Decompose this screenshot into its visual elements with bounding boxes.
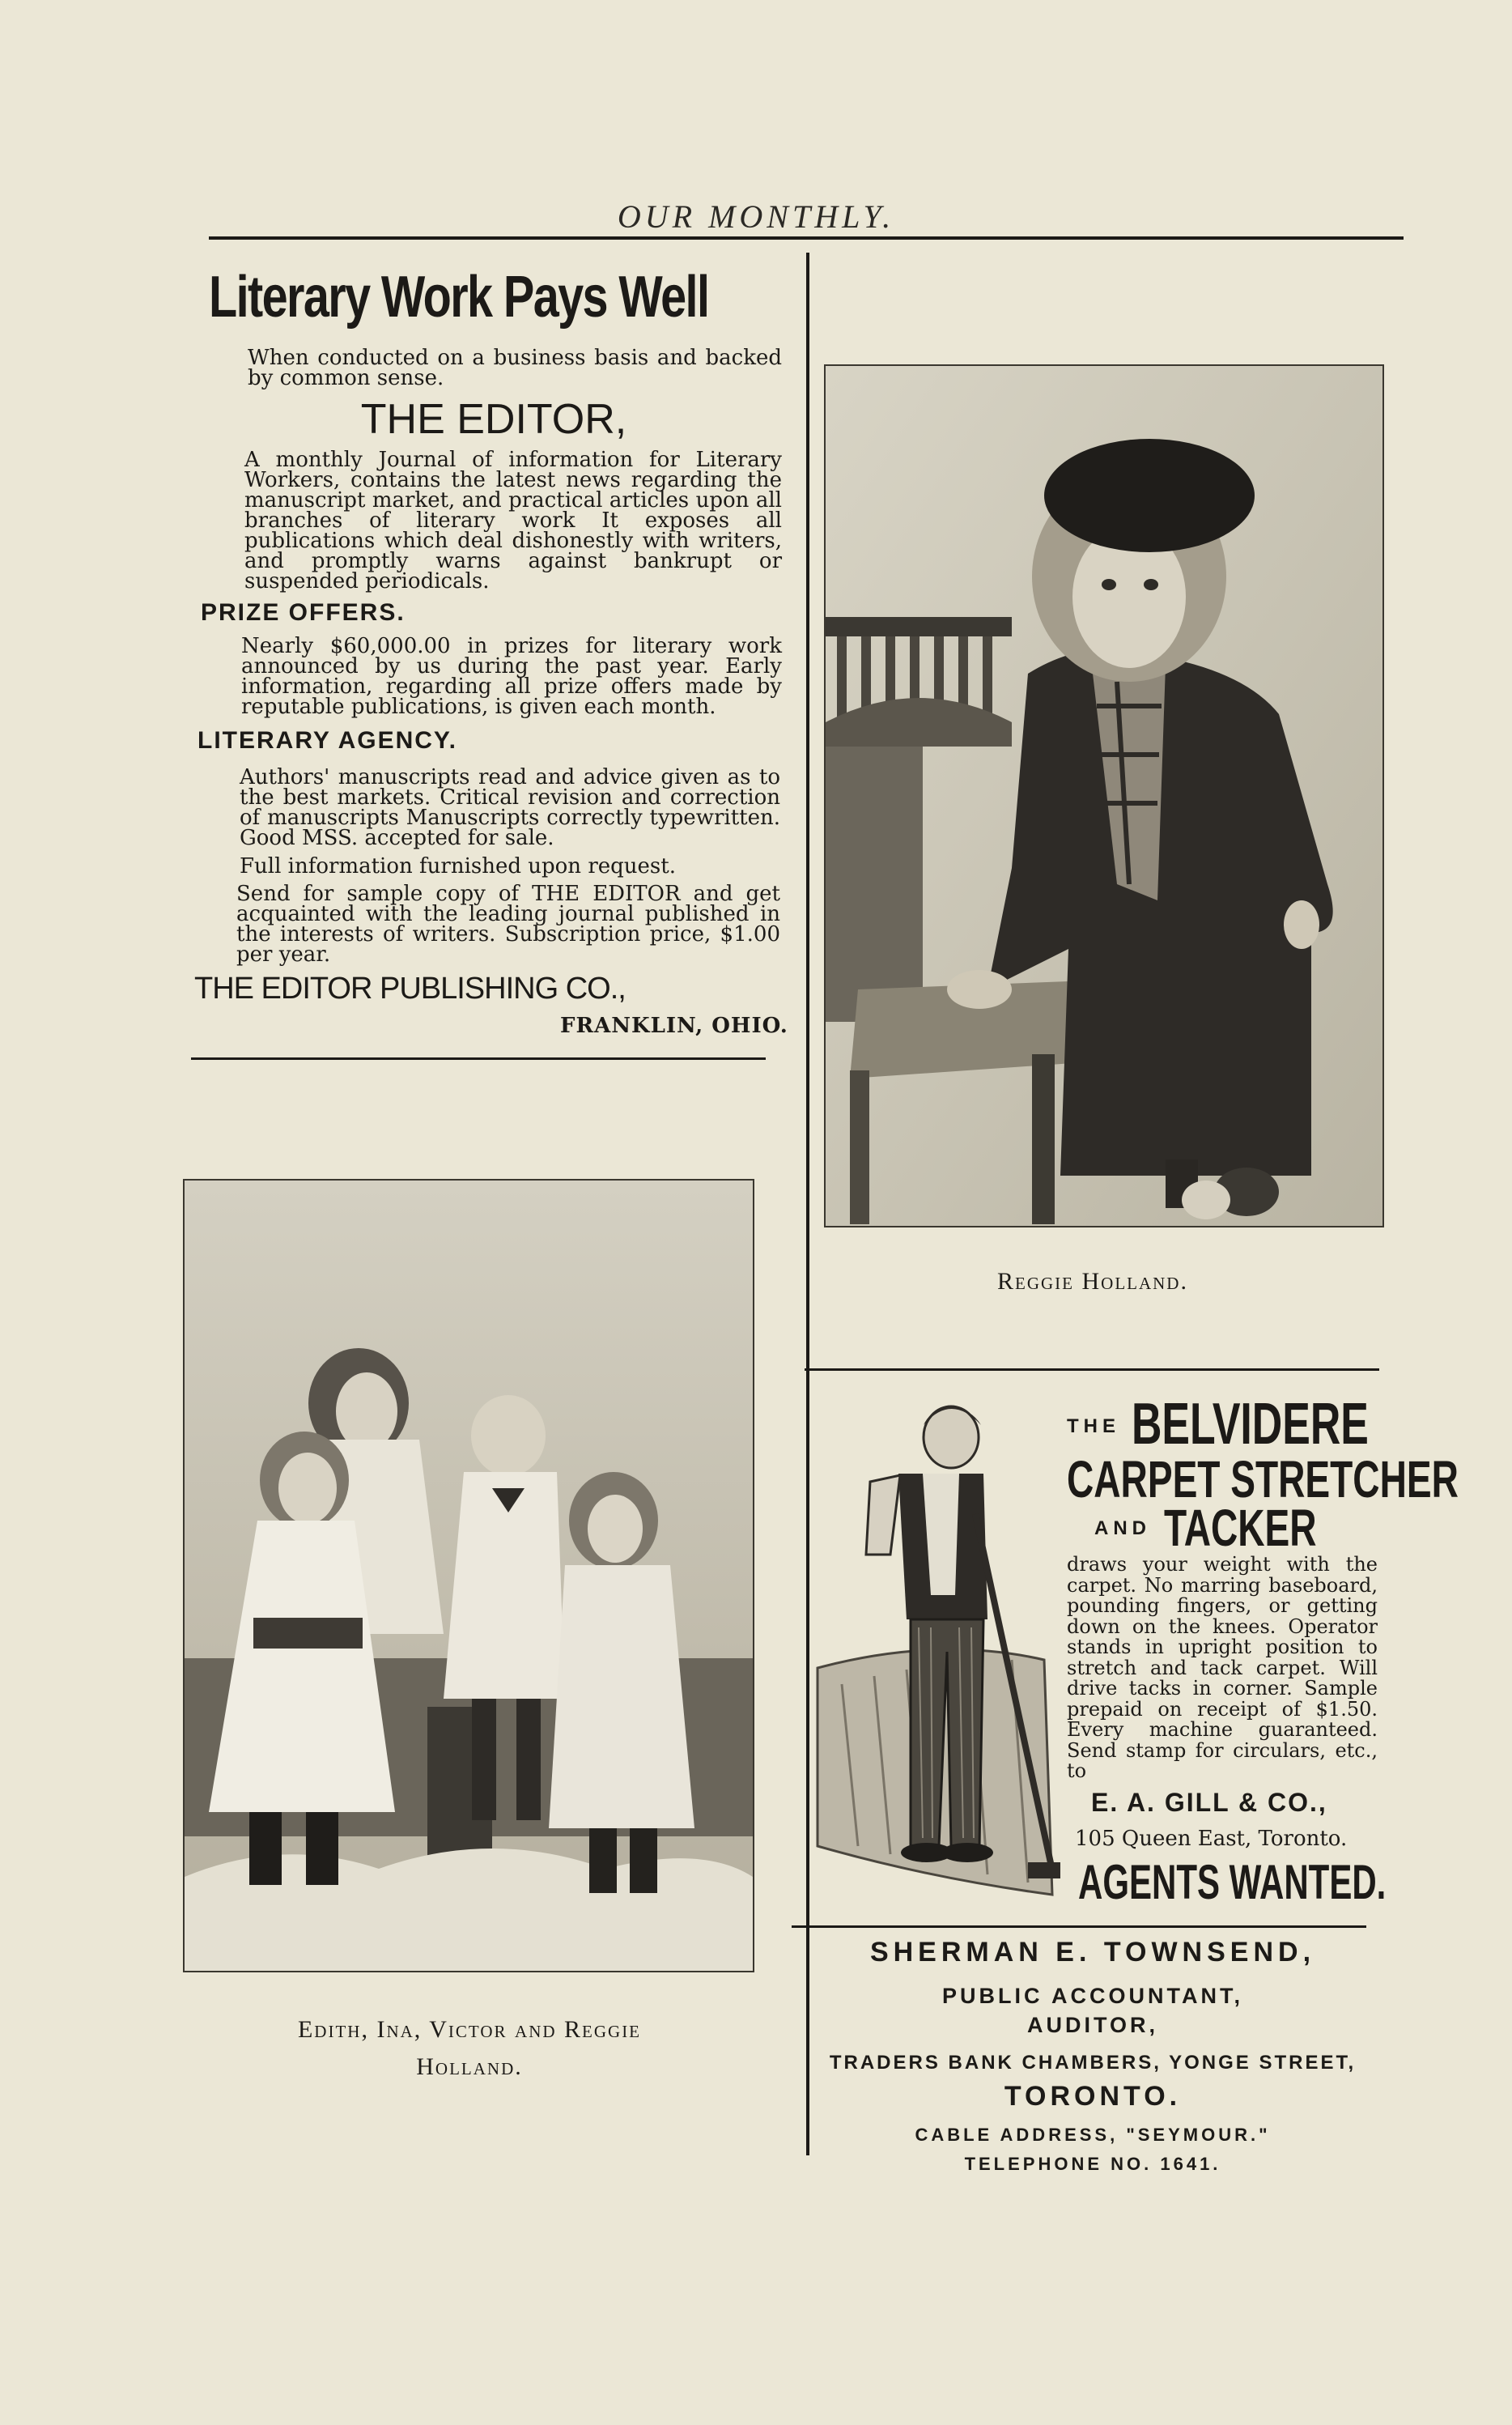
townsend-address: TRADERS BANK CHAMBERS, YONGE STREET, (829, 2052, 1357, 2074)
the-editor-title: THE EDITOR, (360, 396, 627, 443)
belvidere-and: AND (1094, 1517, 1151, 1539)
reggie-holland-caption: Reggie Holland. (997, 1268, 1188, 1295)
townsend-role-accountant: PUBLIC ACCOUNTANT, (942, 1984, 1243, 2008)
publisher-location: FRANKLIN, OHIO. (560, 1014, 788, 1038)
group-caption-line2: Holland. (416, 2053, 523, 2080)
literary-work-headline: Literary Work Pays Well (209, 265, 709, 330)
carpet-stretcher-illustration (809, 1393, 1073, 1903)
publisher-name: THE EDITOR PUBLISHING CO., (194, 972, 626, 1006)
belvidere-company: E. A. GILL & CO., (1091, 1788, 1327, 1817)
townsend-telephone: TELEPHONE NO. 1641. (964, 2154, 1221, 2174)
literary-agency-text: Authors' manuscripts read and advice given as to the best markets. Critical revision and correction of manuscripts Manuscripts correctly typewritten. Good MSS. accepted for sale. (240, 765, 780, 850)
literary-agency-heading: LITERARY AGENCY. (197, 727, 457, 754)
agents-wanted: AGENTS WANTED. (1078, 1855, 1387, 1909)
belvidere-address: 105 Queen East, Toronto. (1075, 1827, 1348, 1851)
reggie-holland-photo (824, 364, 1384, 1227)
prize-offers-text: Nearly $60,000.00 in prizes for literary work announced by us during the past year. Early information, regarding all prize offers made by reputable publications, is given each month. (241, 634, 782, 719)
full-info-text: Full information furnished upon request. (240, 854, 676, 879)
header-rule (209, 236, 1404, 240)
belvidere-name: BELVIDERE (1132, 1392, 1369, 1457)
townsend-cable-address: CABLE ADDRESS, "SEYMOUR." (915, 2125, 1271, 2145)
editor-tagline: When conducted on a business basis and backed by common sense. (248, 346, 782, 390)
sample-copy-text: Send for sample copy of THE EDITOR and get acquainted with the leading journal published in the interests of writers. Subscription price, $1.00 per year. (236, 882, 780, 967)
townsend-city: TORONTO. (1004, 2081, 1182, 2112)
group-caption-line1: Edith, Ina, Victor and Reggie (297, 2016, 642, 2043)
page-header: OUR MONTHLY. (617, 198, 895, 235)
belvidere-tacker: TACKER (1164, 1499, 1317, 1557)
belvidere-top-rule (805, 1368, 1379, 1371)
prize-offers-heading: PRIZE OFFERS. (201, 599, 406, 626)
editor-ad-bottom-rule (191, 1057, 766, 1060)
belvidere-carpet-stretcher: CARPET STRETCHER (1067, 1450, 1459, 1508)
belvidere-bottom-rule (792, 1925, 1366, 1928)
belvidere-body-text: draws your weight with the carpet. No marring baseboard, pounding fingers, or getting down on the knees. Operator stands in upright position to stretch and tack carpet. Will drive tacks in corner. Sample prepaid on receipt of $1.50. Every machine guaranteed. Send stamp for circulars, etc., to (1067, 1553, 1378, 1782)
townsend-name: SHERMAN E. TOWNSEND, (869, 1937, 1316, 1968)
holland-children-photo (183, 1179, 754, 1972)
belvidere-the: THE (1067, 1415, 1120, 1437)
editor-intro: A monthly Journal of information for Literary Workers, contains the latest news regarding the manuscript market, and practical articles upon all branches of literary work It exposes all publications which deal dishonestly with writers, and promptly warns against bankrupt or suspended periodicals. (244, 448, 782, 593)
townsend-role-auditor: AUDITOR, (1026, 2013, 1158, 2037)
